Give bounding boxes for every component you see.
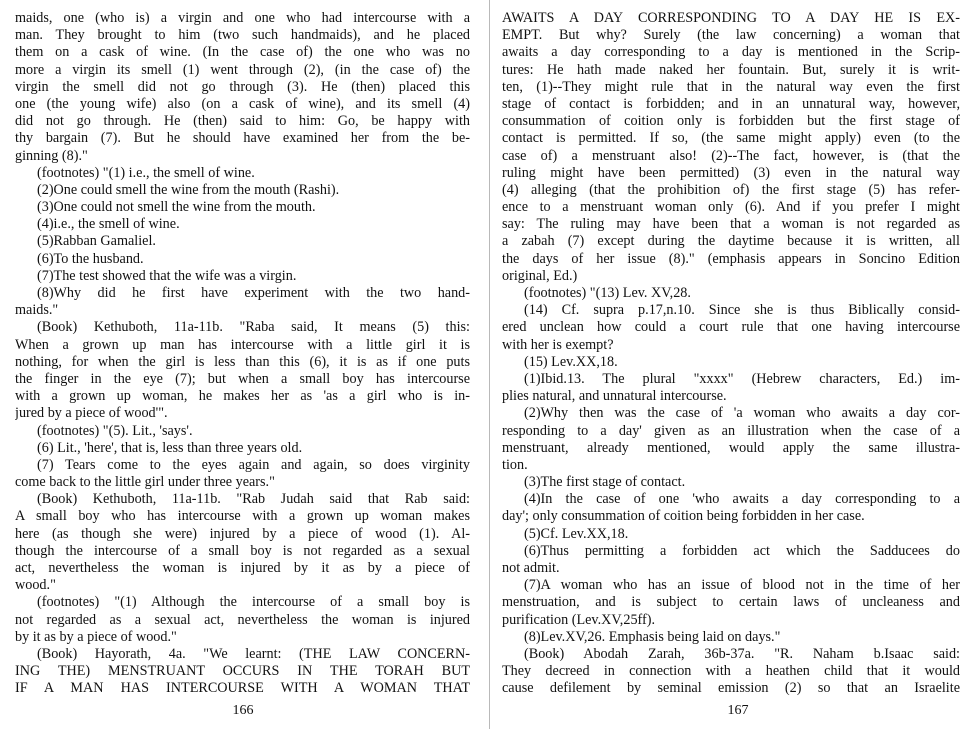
text-line: (4) alleging (that the prohibition of) the first stage (5) has refer- bbox=[502, 181, 960, 198]
text-line: (4)In the case of one 'who awaits a day corresponding to a bbox=[524, 491, 960, 508]
text-line: (5)Rabban Gamaliel. bbox=[37, 233, 156, 250]
text-line: maids." bbox=[15, 302, 59, 319]
text-line: (7) Tears come to the eyes again and again, so does virginity bbox=[37, 456, 470, 473]
page-number-left: 166 bbox=[232, 703, 254, 718]
text-line: (1)Ibid.13. The plural "xxxx" (Hebrew characters, Ed.) im- bbox=[524, 370, 960, 387]
text-line: (footnotes) "(5). Lit., 'says'. bbox=[37, 422, 193, 439]
text-line: did not go through. He (then) said to him: Go, be happy with bbox=[15, 113, 470, 130]
text-line: (3)The first stage of contact. bbox=[524, 474, 686, 491]
text-line: (7)A woman who has an issue of blood not in the time of her bbox=[524, 577, 960, 594]
text-line: the finger in the eye (7); but when a small boy has intercourse bbox=[15, 370, 470, 387]
text-line: menstruation, and is subject to certain laws of uncleaness and bbox=[502, 594, 960, 611]
text-line: contact is permitted. If so, (the same might apply) even (to the bbox=[502, 130, 960, 147]
text-line: more a virgin its smell (1) went through (2), (in the case of) the bbox=[15, 61, 470, 78]
text-line: with her is exempt? bbox=[502, 336, 614, 353]
text-line: come back to the little girl under three years." bbox=[15, 474, 275, 491]
text-line: When a grown up man has intercourse with a little girl it is bbox=[15, 336, 470, 353]
text-line: not admit. bbox=[502, 560, 560, 576]
text-line: (7)The test showed that the wife was a virgin. bbox=[37, 267, 297, 284]
text-line: them on a cask of wine. (In the case of) the one who was no bbox=[15, 44, 470, 61]
text-line: (14) Cf. supra p.17,n.10. Since she is thus Biblically consid- bbox=[524, 302, 960, 319]
text-line: virgin the smell did not go through (3). He (then) placed this bbox=[15, 78, 470, 95]
text-line: nothing, for when the girl is less than this (6), it is as if one puts bbox=[15, 353, 470, 370]
text-line: EMPT. But why? Surely (the law concerning) a woman that bbox=[502, 27, 960, 44]
right-page bbox=[502, 10, 960, 698]
text-line: (footnotes) "(1) i.e., the smell of wine. bbox=[37, 164, 255, 181]
text-line: wood." bbox=[15, 577, 56, 594]
text-line: (8)Why did he first have experiment with the two hand- bbox=[37, 285, 470, 301]
text-line: (6) Lit., 'here', that is, less than three years old. bbox=[37, 439, 303, 456]
text-line: consummation of coition only is forbidden but the first stage of bbox=[502, 113, 960, 130]
text-line: ruling might have been permitted) (3) even in the natural way bbox=[502, 164, 960, 181]
text-line: thy bargain (7). But he should have examined her from the be- bbox=[15, 130, 470, 147]
text-line: maids, one (who is) a virgin and one who had intercourse with a bbox=[15, 10, 470, 26]
text-line: plies natural, and unnatural intercourse. bbox=[502, 388, 727, 405]
text-line: (8)Lev.XV,26. Emphasis being laid on days." bbox=[524, 628, 781, 645]
text-line: ginning (8)." bbox=[15, 147, 88, 164]
text-line: responding to a day' given as an illustration when the case of a bbox=[502, 422, 960, 439]
page-number-right: 167 bbox=[727, 703, 749, 718]
text-line: ence to a menstruant woman only (6). And if you prefer I might bbox=[502, 199, 960, 216]
text-line: (footnotes) "(1) Although the intercourse of a small boy is bbox=[37, 594, 470, 611]
text-line: a zabah (7) except during the daytime because it is written, all bbox=[502, 233, 960, 250]
text-line: (footnotes) "(13) Lev. XV,28. bbox=[524, 285, 691, 301]
text-line: awaits a day corresponding to a day is mentioned in the Scrip- bbox=[502, 44, 960, 61]
page-gutter bbox=[489, 0, 490, 729]
text-line: (Book) Hayorath, 4a. "We learnt: (THE LAW CONCERN- bbox=[37, 645, 470, 662]
text-line: tures: He hath made naked her fountain. But, surely it is writ- bbox=[502, 61, 960, 78]
text-line: ered unclean how could a court rule that one having intercourse bbox=[502, 319, 960, 336]
text-line: with a grown up woman, he makes her as 'as a girl who is in- bbox=[15, 388, 470, 405]
text-line: (Book) Kethuboth, 11a-11b. "Rab Judah said that Rab said: bbox=[37, 491, 470, 508]
text-line: original, Ed.) bbox=[502, 267, 578, 284]
text-line: ING THE) MENSTRUANT OCCURS IN THE TORAH BUT bbox=[15, 663, 470, 680]
text-line: They decreed in connection with a heathen child that it would bbox=[502, 663, 960, 680]
text-line: cause defilement by seminal emission (2) so that an Israelite bbox=[502, 680, 960, 697]
text-line: day'; only consummation of coition being forbidden in her case. bbox=[502, 508, 865, 525]
text-line: (Book) Kethuboth, 11a-11b. "Raba said, It means (5) this: bbox=[37, 319, 470, 336]
text-line: ten, (1)--They might rule that in the natural way even the first bbox=[502, 78, 960, 95]
text-line: (2)Why then was the case of 'a woman who awaits a day cor- bbox=[524, 405, 960, 422]
text-line: IF A MAN HAS INTERCOURSE WITH A WOMAN THAT bbox=[15, 680, 470, 697]
text-line: (4)i.e., the smell of wine. bbox=[37, 216, 180, 233]
text-line: purification (Lev.XV,25ff). bbox=[502, 611, 655, 628]
text-line: (3)One could not smell the wine from the mouth. bbox=[37, 199, 316, 216]
text-line: the days of her issue (8)." (emphasis appears in Soncino Edition bbox=[502, 250, 960, 267]
text-line: by it as by a piece of wood." bbox=[15, 628, 177, 645]
left-page bbox=[15, 10, 470, 698]
text-line: A small boy who has intercourse with a grown up woman makes bbox=[15, 508, 470, 525]
text-line: here (as though she were) injured by a piece of wood (1). Al- bbox=[15, 525, 470, 542]
text-line: (15) Lev.XX,18. bbox=[524, 353, 618, 370]
text-line: (5)Cf. Lev.XX,18. bbox=[524, 525, 629, 542]
text-line: say: The ruling may have been that a woman is not regarded as bbox=[502, 216, 960, 233]
text-line: (6)To the husband. bbox=[37, 250, 144, 267]
text-line: (Book) Abodah Zarah, 36b-37a. "R. Naham b.Isaac said: bbox=[524, 645, 960, 662]
text-line: one (the young wife) also (on a cask of wine), and its smell (4) bbox=[15, 95, 470, 112]
text-line: not regarded as a sexual act, nevertheless the woman is injured bbox=[15, 611, 470, 628]
text-line: act, nevertheless the woman is injured by it as by a piece of bbox=[15, 560, 470, 576]
text-line: (6)Thus permitting a forbidden act which the Sadducees do bbox=[524, 542, 960, 559]
text-line: menstruant, already mentioned, would apply the same illustra- bbox=[502, 439, 960, 456]
text-line: AWAITS A DAY CORRESPONDING TO A DAY HE IS EX- bbox=[502, 10, 960, 26]
text-line: tion. bbox=[502, 456, 528, 473]
text-line: though the intercourse of a small boy is not regarded as a sexual bbox=[15, 542, 470, 559]
text-line: jured by a piece of wood'". bbox=[15, 405, 168, 422]
text-line: (2)One could smell the wine from the mouth (Rashi). bbox=[37, 181, 340, 198]
text-line: stage of contact is forbidden; and in an unnatural way, however, bbox=[502, 95, 960, 112]
text-line: man. They brought to him (two such handmaids), and he placed bbox=[15, 27, 470, 44]
text-line: case of) a menstruant also! (2)--The fact, however, is (that the bbox=[502, 147, 960, 164]
